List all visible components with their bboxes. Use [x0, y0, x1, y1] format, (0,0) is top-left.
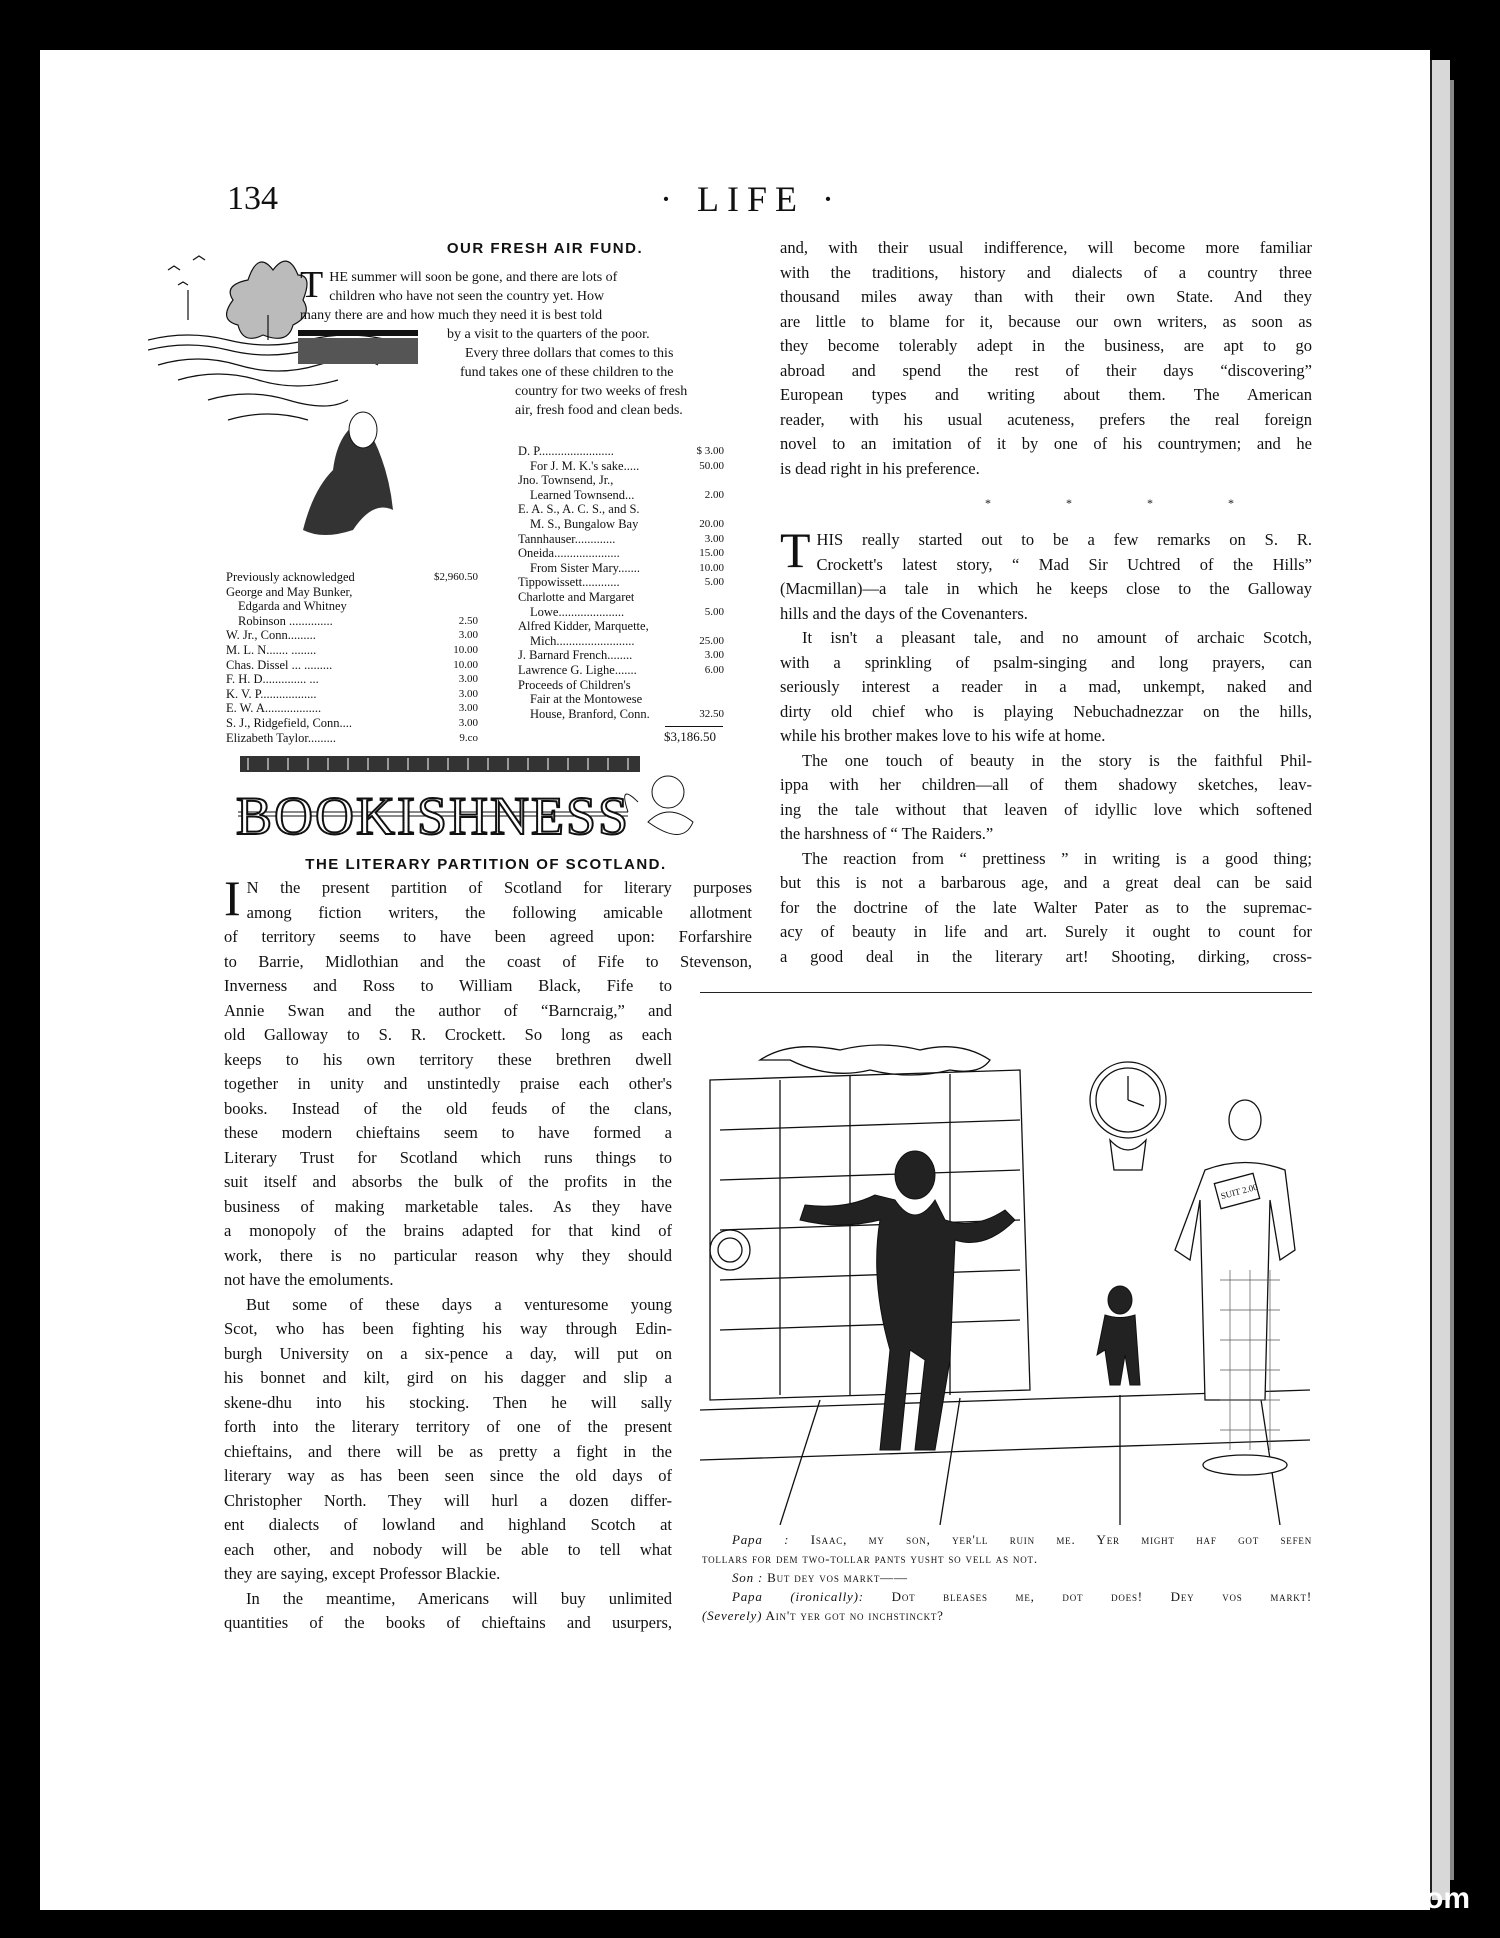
text-line: old Galloway to S. R. Crockett. So long as each — [224, 1025, 672, 1044]
page-edge-shadow — [1450, 80, 1454, 1880]
article-column-2 — [780, 522, 1312, 969]
text-line: abroad and spend the rest of their days “discovering” — [780, 360, 1312, 380]
site-watermark: comicbooks.com — [1224, 1882, 1470, 1915]
donor-row: F. H. D.............. ... 3.00 — [226, 672, 478, 687]
donor-row: Jno. Townsend, Jr., — [518, 473, 614, 488]
caption-line: (Severely) Ain't yer got no inchstinckt? — [702, 1608, 944, 1623]
text-line: books. Instead of the old feuds of the clans, — [224, 1098, 672, 1118]
donor-list-left — [226, 570, 478, 745]
text-line: burgh University on a six-pence a day, will put on — [224, 1343, 672, 1363]
text-line: are little to blame for it, because our own writers, as soon as — [780, 311, 1312, 331]
text-line: with the traditions, history and dialects of a country three — [780, 262, 1312, 282]
text-line: of territory seems to have been agreed upon: Forfarshire — [224, 927, 752, 946]
text-line: reader, with his usual acuteness, prefers the real foreign — [780, 409, 1312, 429]
masthead-title: · LIFE · — [660, 179, 842, 219]
text-line: chieftains, and there will be as pretty a fight in the — [224, 1441, 672, 1461]
text-line: forth into the literary territory of one of the present — [224, 1417, 672, 1436]
text-line: In the meantime, Americans will buy unlimited — [246, 1588, 672, 1608]
text-line: It isn't a pleasant tale, and no amount of archaic Scotch, — [802, 628, 1312, 647]
text-line: they are saying, except Professor Blackie. — [224, 1564, 501, 1583]
text-line: Every three dollars that comes to this — [465, 346, 674, 361]
donor-row: W. Jr., Conn......... 3.00 — [226, 628, 478, 643]
donor-row: D. P........................ $ 3.00 — [518, 444, 724, 458]
donor-row: Edgarda and Whitney — [238, 599, 347, 614]
text-line: with a sprinkling of psalm-singing and long prayers, can — [780, 652, 1312, 672]
text-line: is dead right in his preference. — [780, 458, 980, 478]
donor-row: Tannhauser............. 3.00 — [518, 531, 724, 546]
total-rule — [665, 726, 723, 727]
text-line: and, with their usual indifference, will become more familiar — [780, 238, 1312, 257]
text-line: literary way as has been seen since the old days of — [224, 1466, 672, 1485]
cartoon-illustration — [700, 1010, 1310, 1525]
section-break-stars: * * * * — [985, 496, 1270, 510]
text-line: the harshness of “ The Raiders.” — [780, 824, 994, 843]
text-line: his bonnet and kilt, gird on his dagger and slip a — [224, 1368, 672, 1387]
donor-row: Tippowissett............ 5.00 — [518, 575, 724, 590]
text-line: to Barrie, Midlothian and the coast of Fife to Stevenson, — [224, 951, 752, 971]
donor-row: Robinson .............. 2.50 — [238, 613, 478, 628]
text-line: by a visit to the quarters of the poor. — [447, 327, 650, 342]
text-line: Literary Trust for Scotland which runs things to — [224, 1147, 672, 1167]
text-line: novel to an imitation of it by one of his countrymen; and he — [780, 434, 1312, 453]
text-line: dirty old chief who is playing Nebuchadnezzar on the hills, — [780, 701, 1312, 721]
bookishness-banner — [228, 752, 708, 862]
donor-row: M. L. N....... ........ 10.00 — [226, 642, 478, 657]
donor-list-right — [518, 444, 724, 721]
text-line: ippa with her children—all of them shadowy sketches, leav- — [780, 775, 1312, 794]
text-line: a monopoly of the brains adapted for that kind of — [224, 1221, 672, 1240]
text-line: while his brother makes love to his wife at home. — [780, 726, 1106, 745]
text-line: hills and the days of the Covenanters. — [780, 603, 1028, 623]
cartoon-top-rule — [700, 992, 1312, 993]
text-line: for the doctrine of the late Walter Pater as to the supremac- — [780, 897, 1312, 917]
donor-row: Previously acknowledged $2,960.50 — [226, 570, 478, 584]
text-line: ent dialects of lowland and highland Scotch at — [224, 1515, 672, 1534]
article-column-1-top — [224, 870, 752, 974]
fund-total: $3,186.50 — [664, 729, 716, 744]
literary-partition-heading: THE LITERARY PARTITION OF SCOTLAND. — [305, 856, 667, 873]
text-line: acy of beauty in life and art. Surely it ought to count for — [780, 922, 1312, 941]
donor-row: Charlotte and Margaret — [518, 589, 635, 604]
donor-row: Oneida..................... 15.00 — [518, 546, 724, 561]
donor-row: E. W. A.................. 3.00 — [226, 701, 478, 716]
text-line: Crockett's latest story, “ Mad Sir Uchtred of the Hills” — [816, 554, 1312, 574]
donor-row: J. Barnard French........ 3.00 — [518, 648, 724, 663]
text-line: Christopher North. They will hurl a dozen differ- — [224, 1490, 672, 1510]
text-line: together in unity and unstintedly praise each other's — [224, 1074, 672, 1093]
text-line: Inverness and Ross to William Black, Fife to — [224, 976, 672, 995]
text-line: work, there is no particular reason why they should — [224, 1245, 672, 1265]
donor-row: Mich......................... 25.00 — [530, 633, 724, 648]
donor-row: M. S., Bungalow Bay 20.00 — [530, 516, 724, 531]
text-line: seriously interest a reader in a mad, unkempt, naked and — [780, 677, 1312, 696]
text-line: skene-dhu into his stocking. Then he will sally — [224, 1392, 672, 1412]
fresh-air-heading: OUR FRESH AIR FUND. — [446, 240, 644, 257]
text-line: many there are and how much they need it is best told — [300, 308, 603, 323]
text-line: country for two weeks of fresh — [515, 384, 688, 399]
caption-line: Son : But dey vos markt—— — [732, 1570, 908, 1585]
page-number: 134 — [227, 180, 278, 217]
text-line: business of making marketable tales. As they have — [224, 1196, 672, 1216]
text-line: But some of these days a venturesome young — [246, 1294, 672, 1314]
text-line: not have the emoluments. — [224, 1270, 394, 1289]
caption-line: tollars for dem two-tollar pants yusht so vell as not. — [702, 1551, 1038, 1566]
article-dropcap: I — [224, 870, 241, 926]
text-line: among fiction writers, the following amicable allotment — [246, 902, 752, 922]
text-line: thousand miles away than with their own State. And they — [780, 287, 1312, 306]
text-line: quantities of the books of chieftains and usurpers, — [224, 1613, 672, 1632]
caption-line: Papa (ironically): Dot bleases me, dot does! Dey vos markt! — [732, 1589, 1312, 1604]
text-line: Scot, who has been fighting his way through Edin- — [224, 1319, 672, 1338]
donor-row: George and May Bunker, — [226, 584, 353, 599]
cartoon-caption — [702, 1530, 1312, 1625]
text-line: each other, and nobody will be able to tell what — [224, 1539, 672, 1559]
donor-row: E. A. S., A. C. S., and S. — [518, 502, 640, 517]
donor-row: Lowe..................... 5.00 — [530, 604, 724, 619]
suit-price-tag: SUIT 2.00 — [1219, 1181, 1259, 1202]
page-edge — [1430, 60, 1450, 1900]
text-line: keeps to his own territory these brethren dwell — [224, 1049, 672, 1069]
donor-row: S. J., Ridgefield, Conn.... 3.00 — [226, 715, 478, 730]
text-line: HIS really started out to be a few remarks on S. R. — [816, 530, 1312, 549]
article-column-1 — [224, 974, 672, 1636]
donor-row: Elizabeth Taylor......... 9.co — [226, 730, 478, 745]
text-line: The reaction from “ prettiness ” in writing is a good thing; — [802, 848, 1312, 868]
donor-row: Proceeds of Children's — [518, 677, 631, 692]
text-line: these modern chieftains seem to have formed a — [224, 1123, 672, 1142]
donor-row: From Sister Mary....... 10.00 — [530, 560, 724, 575]
text-line: ing the tale without that leaven of idyllic love which softened — [780, 799, 1312, 819]
caption-line: Papa : Isaac, my son, yer'll ruin me. Yer might haf got sefen — [732, 1532, 1312, 1547]
donor-row: Fair at the Montowese — [530, 692, 643, 707]
fresh-air-dropcap: T — [300, 264, 324, 306]
donor-row: K. V. P.................. 3.00 — [226, 686, 478, 701]
text-line: European types and writing about them. The American — [780, 385, 1312, 404]
donor-row: Alfred Kidder, Marquette, — [518, 619, 649, 634]
text-line: (Macmillan)—a tale in which he keeps close to the Galloway — [780, 579, 1312, 598]
text-line: The one touch of beauty in the story is the faithful Phil- — [802, 750, 1312, 770]
text-line: they become tolerably adept in the business, are apt to go — [780, 336, 1312, 355]
donor-row: Lawrence G. Lighe....... 6.00 — [518, 662, 724, 677]
donor-row: Learned Townsend... 2.00 — [530, 487, 724, 502]
text-line: but this is not a barbarous age, and a great deal can be said — [780, 873, 1312, 892]
donor-row: For J. M. K.'s sake..... 50.00 — [530, 458, 724, 473]
bookishness-banner-text: BOOKISHNESS — [236, 786, 631, 846]
text-line: children who have not seen the country yet. How — [329, 289, 605, 304]
article-dropcap-2: T — [780, 522, 811, 578]
fresh-air-intro — [300, 264, 760, 420]
text-line: suit itself and absorbs the bulk of the profits in the — [224, 1172, 672, 1191]
donor-row: Chas. Dissel ... ......... 10.00 — [226, 657, 478, 672]
donor-row: House, Branford, Conn. 32.50 — [530, 706, 724, 721]
text-line: fund takes one of these children to the — [460, 365, 674, 380]
text-line: HE summer will soon be gone, and there are lots of — [329, 270, 618, 285]
article-column-2-top — [780, 236, 1312, 481]
text-line: a good deal in the literary art! Shooting, dirking, cross- — [780, 946, 1312, 966]
text-line: air, fresh food and clean beds. — [515, 403, 683, 418]
text-line: N the present partition of Scotland for literary purposes — [246, 878, 752, 897]
text-line: Annie Swan and the author of “Barncraig,” and — [224, 1000, 672, 1020]
